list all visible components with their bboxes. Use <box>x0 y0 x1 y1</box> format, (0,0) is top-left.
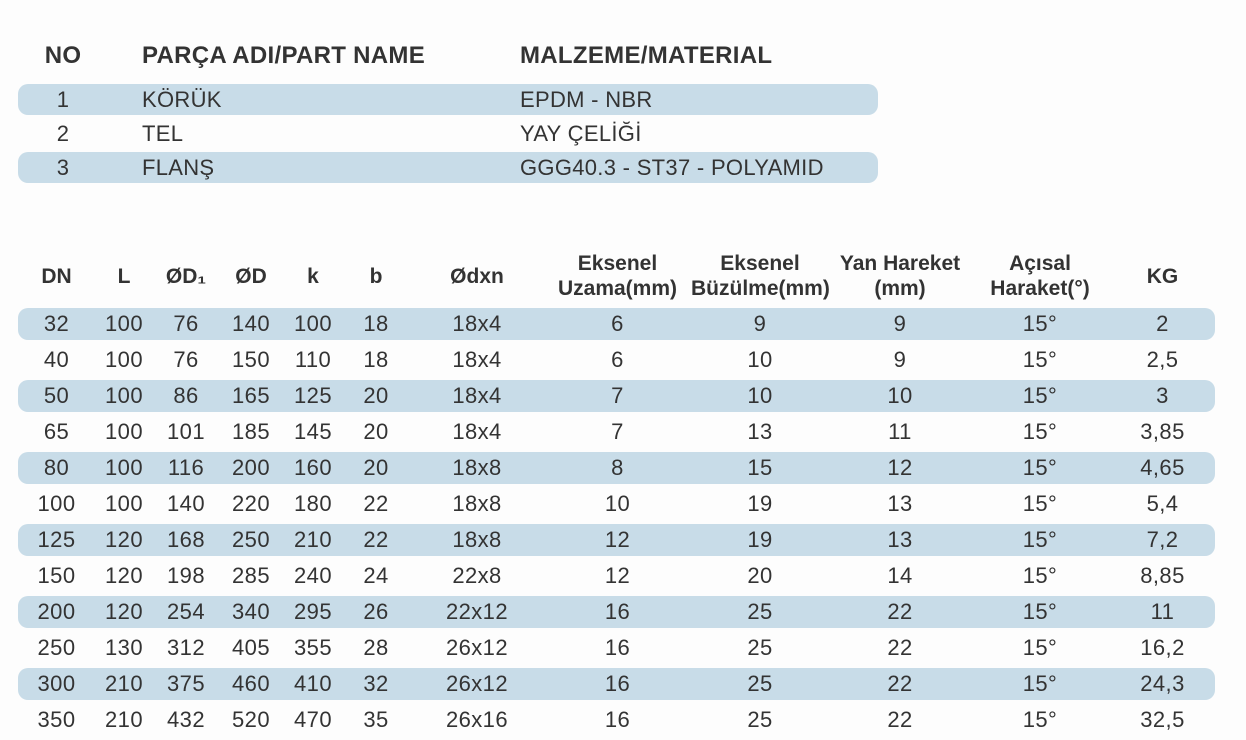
l-cell: 130 <box>105 635 143 660</box>
spec-header-dn: DN <box>41 264 72 288</box>
dn-cell: 40 <box>43 347 70 372</box>
table-row <box>18 380 1215 412</box>
k-cell: 240 <box>294 563 332 588</box>
dn-cell: 300 <box>18 668 95 700</box>
axial-compression-cell: 19 <box>747 491 773 516</box>
axial-compression-cell: 25 <box>690 668 830 700</box>
lateral-movement-cell: 13 <box>830 524 970 556</box>
table-row <box>18 596 1215 628</box>
angular-movement-cell: 15° <box>970 452 1110 484</box>
d-cell: 520 <box>232 707 270 732</box>
dxn-cell: 26x12 <box>409 668 545 700</box>
kg-cell: 24,3 <box>1110 668 1215 700</box>
part-no-cell: 2 <box>56 120 70 146</box>
l-cell: 100 <box>105 419 143 444</box>
d1-cell: 140 <box>167 491 205 516</box>
parts-table <box>18 28 878 186</box>
dn-cell: 250 <box>37 635 76 660</box>
axial-extension-cell: 12 <box>604 563 631 588</box>
dn-cell: 50 <box>18 380 95 412</box>
part-name-cell: FLANŞ <box>108 152 518 183</box>
kg-cell: 11 <box>1110 596 1215 628</box>
lateral-movement-cell: 22 <box>887 635 913 660</box>
b-cell: 22 <box>343 524 409 556</box>
lateral-movement-cell: 22 <box>830 596 970 628</box>
d-cell: 220 <box>232 491 270 516</box>
dxn-cell: 18x4 <box>409 308 545 340</box>
spec-table-header-row <box>18 248 1215 304</box>
lateral-movement-cell: 22 <box>830 668 970 700</box>
lateral-movement-cell: 13 <box>887 491 913 516</box>
axial-extension-cell: 7 <box>611 419 624 444</box>
k-cell: 145 <box>294 419 332 444</box>
dxn-cell: 22x8 <box>452 563 502 588</box>
lateral-movement-cell: 10 <box>830 380 970 412</box>
d1-cell: 198 <box>167 563 205 588</box>
spec-header-kg: KG <box>1146 264 1179 288</box>
b-cell: 20 <box>343 380 409 412</box>
lateral-movement-cell: 9 <box>830 308 970 340</box>
table-row <box>18 344 1215 376</box>
b-cell: 35 <box>363 707 389 732</box>
l-cell: 100 <box>105 491 143 516</box>
axial-compression-cell: 25 <box>690 596 830 628</box>
spec-header-dxn: Ødxn <box>450 264 504 288</box>
dn-cell: 65 <box>43 419 70 444</box>
axial-extension-cell: 16 <box>604 707 631 732</box>
axial-extension-cell: 10 <box>604 491 631 516</box>
d-cell: 460 <box>219 668 283 700</box>
dn-cell: 100 <box>37 491 76 516</box>
axial-extension-cell: 12 <box>545 524 690 556</box>
b-cell: 18 <box>343 308 409 340</box>
angular-movement-cell: 15° <box>1022 707 1058 732</box>
part-material-cell: EPDM - NBR <box>518 84 878 115</box>
parts-header-name: PARÇA ADI/PART NAME <box>142 42 426 69</box>
angular-movement-cell: 15° <box>970 524 1110 556</box>
axial-compression-cell: 10 <box>747 347 773 372</box>
angular-movement-cell: 15° <box>970 308 1110 340</box>
axial-extension-cell: 6 <box>545 308 690 340</box>
spec-header-d: ØD <box>235 264 267 288</box>
kg-cell: 5,4 <box>1146 491 1179 516</box>
axial-extension-cell: 6 <box>611 347 624 372</box>
part-name-cell: TEL <box>142 120 184 146</box>
axial-compression-cell: 25 <box>747 707 773 732</box>
l-cell: 100 <box>95 308 153 340</box>
dxn-cell: 26x12 <box>446 635 508 660</box>
table-row <box>18 416 1215 448</box>
dn-cell: 32 <box>18 308 95 340</box>
dn-cell: 125 <box>18 524 95 556</box>
b-cell: 26 <box>343 596 409 628</box>
angular-movement-cell: 15° <box>970 380 1110 412</box>
b-cell: 20 <box>363 419 389 444</box>
table-row <box>18 488 1215 520</box>
kg-cell: 7,2 <box>1110 524 1215 556</box>
kg-cell: 3,85 <box>1140 419 1185 444</box>
table-row <box>18 84 878 115</box>
axial-extension-cell: 16 <box>545 668 690 700</box>
axial-extension-cell: 16 <box>604 635 631 660</box>
l-cell: 210 <box>95 668 153 700</box>
l-cell: 100 <box>105 347 143 372</box>
l-cell: 120 <box>95 524 153 556</box>
spec-header-angular-movement: Açısal Haraket(°) <box>990 252 1090 300</box>
table-row <box>18 704 1215 736</box>
spec-header-b: b <box>369 264 383 288</box>
table-row <box>18 560 1215 592</box>
axial-compression-cell: 25 <box>747 635 773 660</box>
spec-header-axial-compression: Eksenel Büzülme(mm) <box>691 252 830 300</box>
dxn-cell: 18x8 <box>452 491 502 516</box>
l-cell: 120 <box>105 563 143 588</box>
d1-cell: 254 <box>153 596 219 628</box>
axial-compression-cell: 15 <box>690 452 830 484</box>
d1-cell: 375 <box>153 668 219 700</box>
kg-cell: 16,2 <box>1140 635 1185 660</box>
d-cell: 340 <box>219 596 283 628</box>
angular-movement-cell: 15° <box>1022 491 1058 516</box>
dxn-cell: 22x12 <box>409 596 545 628</box>
dn-cell: 350 <box>37 707 76 732</box>
dxn-cell: 18x4 <box>409 380 545 412</box>
spec-header-lateral-movement: Yan Hareket (mm) <box>839 252 961 300</box>
angular-movement-cell: 15° <box>970 596 1110 628</box>
d1-cell: 101 <box>167 419 205 444</box>
angular-movement-cell: 15° <box>1022 563 1058 588</box>
l-cell: 120 <box>95 596 153 628</box>
kg-cell: 2,5 <box>1146 347 1179 372</box>
axial-extension-cell: 7 <box>545 380 690 412</box>
kg-cell: 2 <box>1110 308 1215 340</box>
spec-header-k: k <box>307 264 319 288</box>
lateral-movement-cell: 12 <box>830 452 970 484</box>
k-cell: 470 <box>294 707 332 732</box>
axial-compression-cell: 9 <box>690 308 830 340</box>
lateral-movement-cell: 14 <box>887 563 913 588</box>
b-cell: 20 <box>343 452 409 484</box>
spec-table-body <box>18 308 1215 736</box>
dn-cell: 80 <box>18 452 95 484</box>
b-cell: 18 <box>363 347 389 372</box>
table-row <box>18 308 1215 340</box>
table-row <box>18 524 1215 556</box>
lateral-movement-cell: 11 <box>888 419 912 444</box>
d1-cell: 312 <box>167 635 205 660</box>
part-no-cell: 1 <box>18 84 108 115</box>
d-cell: 165 <box>219 380 283 412</box>
kg-cell: 3 <box>1110 380 1215 412</box>
dn-cell: 200 <box>18 596 95 628</box>
k-cell: 355 <box>294 635 332 660</box>
k-cell: 210 <box>283 524 343 556</box>
b-cell: 32 <box>343 668 409 700</box>
k-cell: 100 <box>283 308 343 340</box>
dn-cell: 150 <box>37 563 76 588</box>
parts-header-no: NO <box>44 42 82 69</box>
k-cell: 110 <box>294 347 332 372</box>
part-material-cell: YAY ÇELİĞİ <box>520 120 642 146</box>
axial-compression-cell: 10 <box>690 380 830 412</box>
kg-cell: 32,5 <box>1140 707 1185 732</box>
lateral-movement-cell: 9 <box>893 347 907 372</box>
l-cell: 100 <box>95 380 153 412</box>
axial-compression-cell: 19 <box>690 524 830 556</box>
d-cell: 405 <box>232 635 270 660</box>
spec-table <box>18 244 1215 740</box>
b-cell: 28 <box>363 635 389 660</box>
parts-table-body <box>18 84 878 183</box>
table-row <box>18 668 1215 700</box>
spec-header-axial-extension: Eksenel Uzama(mm) <box>557 252 678 300</box>
d-cell: 285 <box>232 563 270 588</box>
parts-header-material: MALZEME/MATERIAL <box>520 42 773 69</box>
dxn-cell: 18x8 <box>409 524 545 556</box>
d-cell: 140 <box>219 308 283 340</box>
d-cell: 250 <box>219 524 283 556</box>
d1-cell: 86 <box>153 380 219 412</box>
angular-movement-cell: 15° <box>1022 347 1058 372</box>
spec-header-d1: ØD₁ <box>165 264 207 288</box>
lateral-movement-cell: 22 <box>887 707 913 732</box>
k-cell: 180 <box>294 491 332 516</box>
axial-extension-cell: 8 <box>545 452 690 484</box>
d1-cell: 76 <box>173 347 199 372</box>
l-cell: 100 <box>95 452 153 484</box>
angular-movement-cell: 15° <box>1022 419 1058 444</box>
axial-compression-cell: 13 <box>747 419 773 444</box>
k-cell: 125 <box>283 380 343 412</box>
table-row <box>18 632 1215 664</box>
k-cell: 295 <box>283 596 343 628</box>
part-material-cell: GGG40.3 - ST37 - POLYAMID <box>518 152 878 183</box>
kg-cell: 4,65 <box>1110 452 1215 484</box>
axial-compression-cell: 20 <box>747 563 773 588</box>
dxn-cell: 26x16 <box>446 707 508 732</box>
table-row <box>18 452 1215 484</box>
dxn-cell: 18x4 <box>452 419 502 444</box>
angular-movement-cell: 15° <box>1022 635 1058 660</box>
axial-extension-cell: 16 <box>545 596 690 628</box>
kg-cell: 8,85 <box>1140 563 1185 588</box>
angular-movement-cell: 15° <box>970 668 1110 700</box>
k-cell: 160 <box>283 452 343 484</box>
dxn-cell: 18x8 <box>409 452 545 484</box>
k-cell: 410 <box>283 668 343 700</box>
d1-cell: 116 <box>153 452 219 484</box>
d-cell: 185 <box>232 419 270 444</box>
b-cell: 22 <box>363 491 389 516</box>
table-row <box>18 152 878 183</box>
part-no-cell: 3 <box>18 152 108 183</box>
l-cell: 210 <box>105 707 143 732</box>
part-name-cell: KÖRÜK <box>108 84 518 115</box>
spec-header-l: L <box>117 264 131 288</box>
dxn-cell: 18x4 <box>452 347 502 372</box>
d-cell: 200 <box>219 452 283 484</box>
d1-cell: 432 <box>167 707 205 732</box>
d-cell: 150 <box>232 347 270 372</box>
table-row <box>18 118 878 149</box>
d1-cell: 76 <box>153 308 219 340</box>
d1-cell: 168 <box>153 524 219 556</box>
b-cell: 24 <box>363 563 389 588</box>
parts-table-header-row <box>18 31 878 81</box>
